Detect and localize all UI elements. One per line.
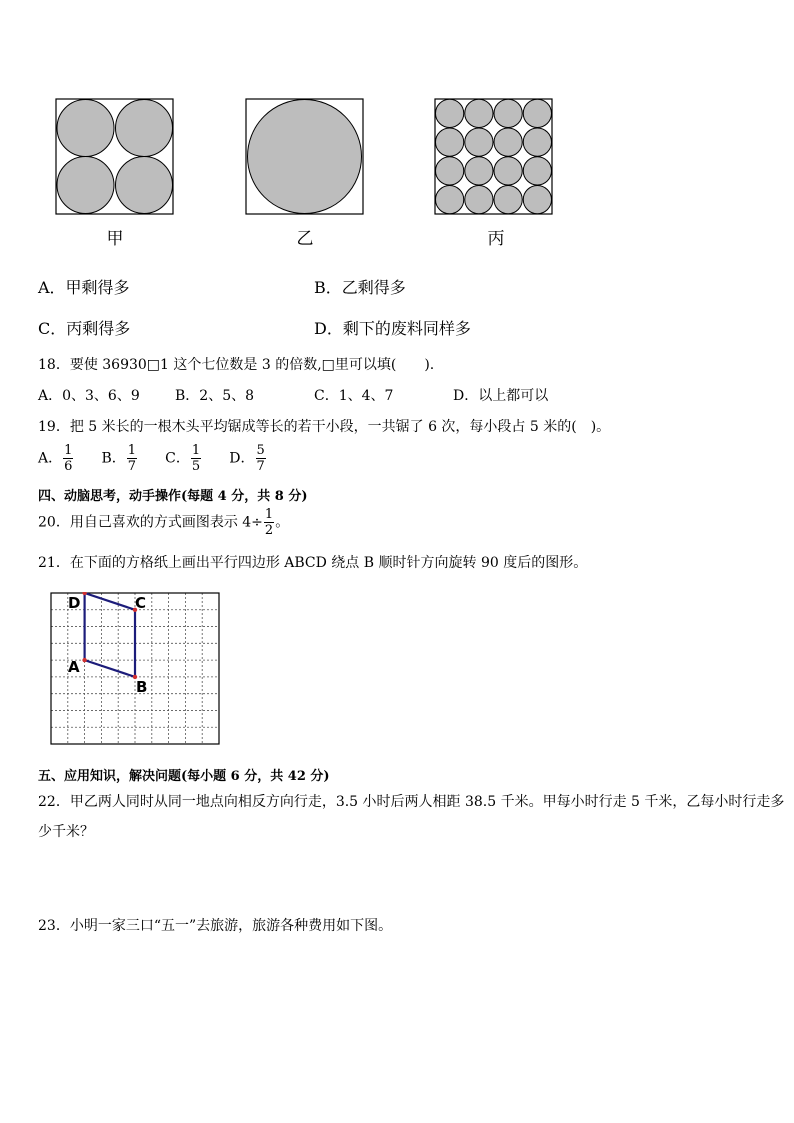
question-22-line1: 22．甲乙两人同时从同一地点向相反方向行走，3.5 小时后两人相距 38.5 千米。甲每小时行走 5 千米，乙每小时行走多: [38, 794, 785, 810]
small-circle: [523, 128, 551, 156]
figure-bing-label: 丙: [487, 229, 505, 249]
q19-options: [38, 443, 289, 474]
small-circle: [523, 157, 551, 185]
q18-option-c: C．1、4、7: [314, 388, 394, 404]
small-circle: [465, 186, 493, 214]
question-20: 20．用自己喜欢的方式画图表示 4÷ $\frac{1}{2}$ 。: [38, 507, 290, 538]
small-circle: [494, 186, 522, 214]
option-d: D．剩下的废料同样多: [314, 319, 471, 338]
parallelogram-abcd: [85, 593, 135, 677]
small-circle: [494, 128, 522, 156]
small-circle: [436, 99, 464, 127]
question-18: 18．要使 36930□1 这个七位数是 3 的倍数,□里可以填( ).: [38, 357, 435, 373]
grid-paper: [50, 592, 220, 745]
fraction: $\frac{5}{7}$: [256, 443, 265, 474]
point-d: [82, 592, 86, 595]
small-circle: [494, 99, 522, 127]
option-c: C．丙剩得多: [38, 319, 131, 338]
q19-option-b: B． $\frac{1}{7}$: [101, 443, 137, 474]
figure-yi: [245, 98, 365, 216]
figure-jia-label: 甲: [106, 229, 124, 249]
point-label-c: C: [135, 594, 147, 612]
q18-option-b: B．2、5、8: [175, 388, 255, 404]
q18-option-d: D．以上都可以: [453, 388, 549, 404]
small-circle: [494, 157, 522, 185]
question-23: 23．小明一家三口“五一”去旅游，旅游各种费用如下图。: [38, 918, 393, 934]
fraction: $\frac{1}{5}$: [191, 443, 201, 474]
question-19: 19．把 5 米长的一根木头平均锯成等长的若干小段，一共锯了 6 次，每小段占 5 米的( )。: [38, 419, 611, 435]
small-circle: [465, 99, 493, 127]
option-a: A．甲剩得多: [38, 278, 130, 297]
q19-option-d: D． $\frac{5}{7}$: [229, 443, 265, 474]
figure-yi-label: 乙: [296, 229, 314, 249]
option-b: B．乙剩得多: [314, 278, 406, 297]
point-a: [82, 658, 86, 662]
figure-bing: [434, 98, 554, 216]
figure-jia: [55, 98, 175, 216]
point-label-d: D: [68, 594, 81, 612]
point-label-a: A: [68, 658, 80, 676]
fraction: $\frac{1}{6}$: [64, 443, 73, 474]
fraction: $\frac{1}{7}$: [127, 443, 137, 474]
q18-option-a: A．0、3、6、9: [38, 388, 140, 404]
q19-option-a: A． $\frac{1}{6}$: [38, 443, 73, 474]
small-circle: [465, 157, 493, 185]
small-circle: [465, 128, 493, 156]
small-circle: [436, 128, 464, 156]
small-circle: [523, 99, 551, 127]
point-label-b: B: [136, 678, 148, 696]
small-circle: [523, 186, 551, 214]
question-21: 21．在下面的方格纸上画出平行四边形 ABCD 绕点 B 顺时针方向旋转 90 度后的图形。: [38, 555, 588, 571]
small-circle: [436, 186, 464, 214]
q19-option-c: C． $\frac{1}{5}$: [165, 443, 201, 474]
section-5-heading: 五、应用知识，解决问题(每小题 6 分，共 42 分): [38, 769, 330, 784]
question-22-line2: 少千米？: [38, 824, 94, 840]
fraction: $\frac{1}{2}$: [264, 507, 274, 538]
section-4-heading: 四、动脑思考，动手操作(每题 4 分，共 8 分): [38, 489, 308, 504]
small-circle: [436, 157, 464, 185]
